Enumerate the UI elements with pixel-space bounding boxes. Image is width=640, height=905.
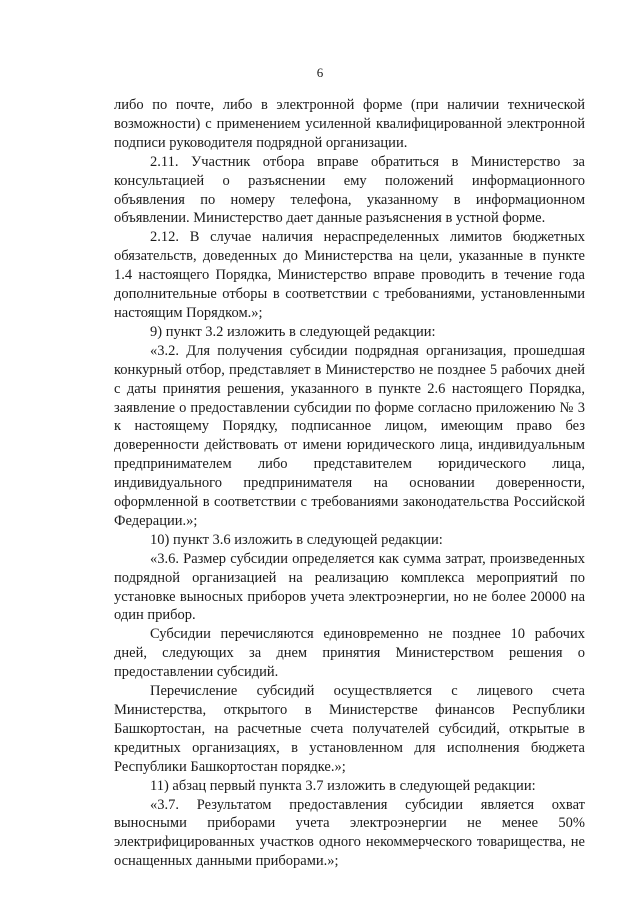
paragraph-subsidy-transfer: Субсидии перечисляются единовременно не позднее 10 рабочих дней, следующих за днем принятия Министерством решения о предоставлении субсидий. [114,626,585,681]
paragraph-submission-method: либо по почте, либо в электронной форме (при наличии технической возможности) с применением усиленной квалифицированной электронной подписи руководителя подрядной организации. [114,97,585,151]
paragraph-3-7: «3.7. Результатом предоставления субсидии является охват выносными приборами учета электроэнергии не менее 50% электрифицированных участков одного некоммерческого товарищества, не оснащенных данными приборами.»; [114,796,585,870]
document-body [114,96,585,871]
paragraph-2-12: 2.12. В случае наличия нераспределенных лимитов бюджетных обязательств, доведенных до Министерства на цели, указанные в пункте 1.4 настоящего Порядка, Министерство вправе проводить в течение года дополнительные отборы в соответствии с требованиями, установленными настоящим Порядком.»; [114,229,585,321]
paragraph-amendment-9: 9) пункт 3.2 изложить в следующей редакции: [150,323,436,340]
paragraph-amendment-11: 11) абзац первый пункта 3.7 изложить в следующей редакции: [150,777,536,794]
paragraph-3-6: «3.6. Размер субсидии определяется как сумма затрат, произведенных подрядной организацией на реализацию комплекса мероприятий по установке выносных приборов учета электроэнергии, но не более 20000 на один прибор. [114,550,585,624]
paragraph-subsidy-account: Перечисление субсидий осуществляется с лицевого счета Министерства, открытого в Министерстве финансов Республики Башкортостан, на расчетные счета получателей субсидий, открытые в кредитных организациях, в установленном для исполнения бюджета Республики Башкортостан порядке.»; [114,683,585,775]
paragraph-2-11: 2.11. Участник отбора вправе обратиться в Министерство за консультацией о разъяснении ему положений информационного объявления по номеру телефона, указанному в информационном объявлении. Министерство дает данные разъяснения в устной форме. [114,153,585,227]
paragraph-3-2: «3.2. Для получения субсидии подрядная организация, прошедшая конкурный отбор, представляет в Министерство не позднее 5 рабочих дней с даты принятия решения, указанного в пункте 2.6 настоящего Порядка, заявление о предоставлении субсидии по форме согласно приложению № 3 к настоящему Порядку, подписанное лицом, имеющим право без доверенности действовать от имени юридического лица, индивидуальным предпринимателем либо представителем юридического лица, индивидуального предпринимателя на основании доверенности, оформленной в соответствии с требованиями законодательства Российской Федерации.»; [114,342,585,529]
page-number: 6 [316,65,324,80]
paragraph-amendment-10: 10) пункт 3.6 изложить в следующей редакции: [150,531,443,548]
